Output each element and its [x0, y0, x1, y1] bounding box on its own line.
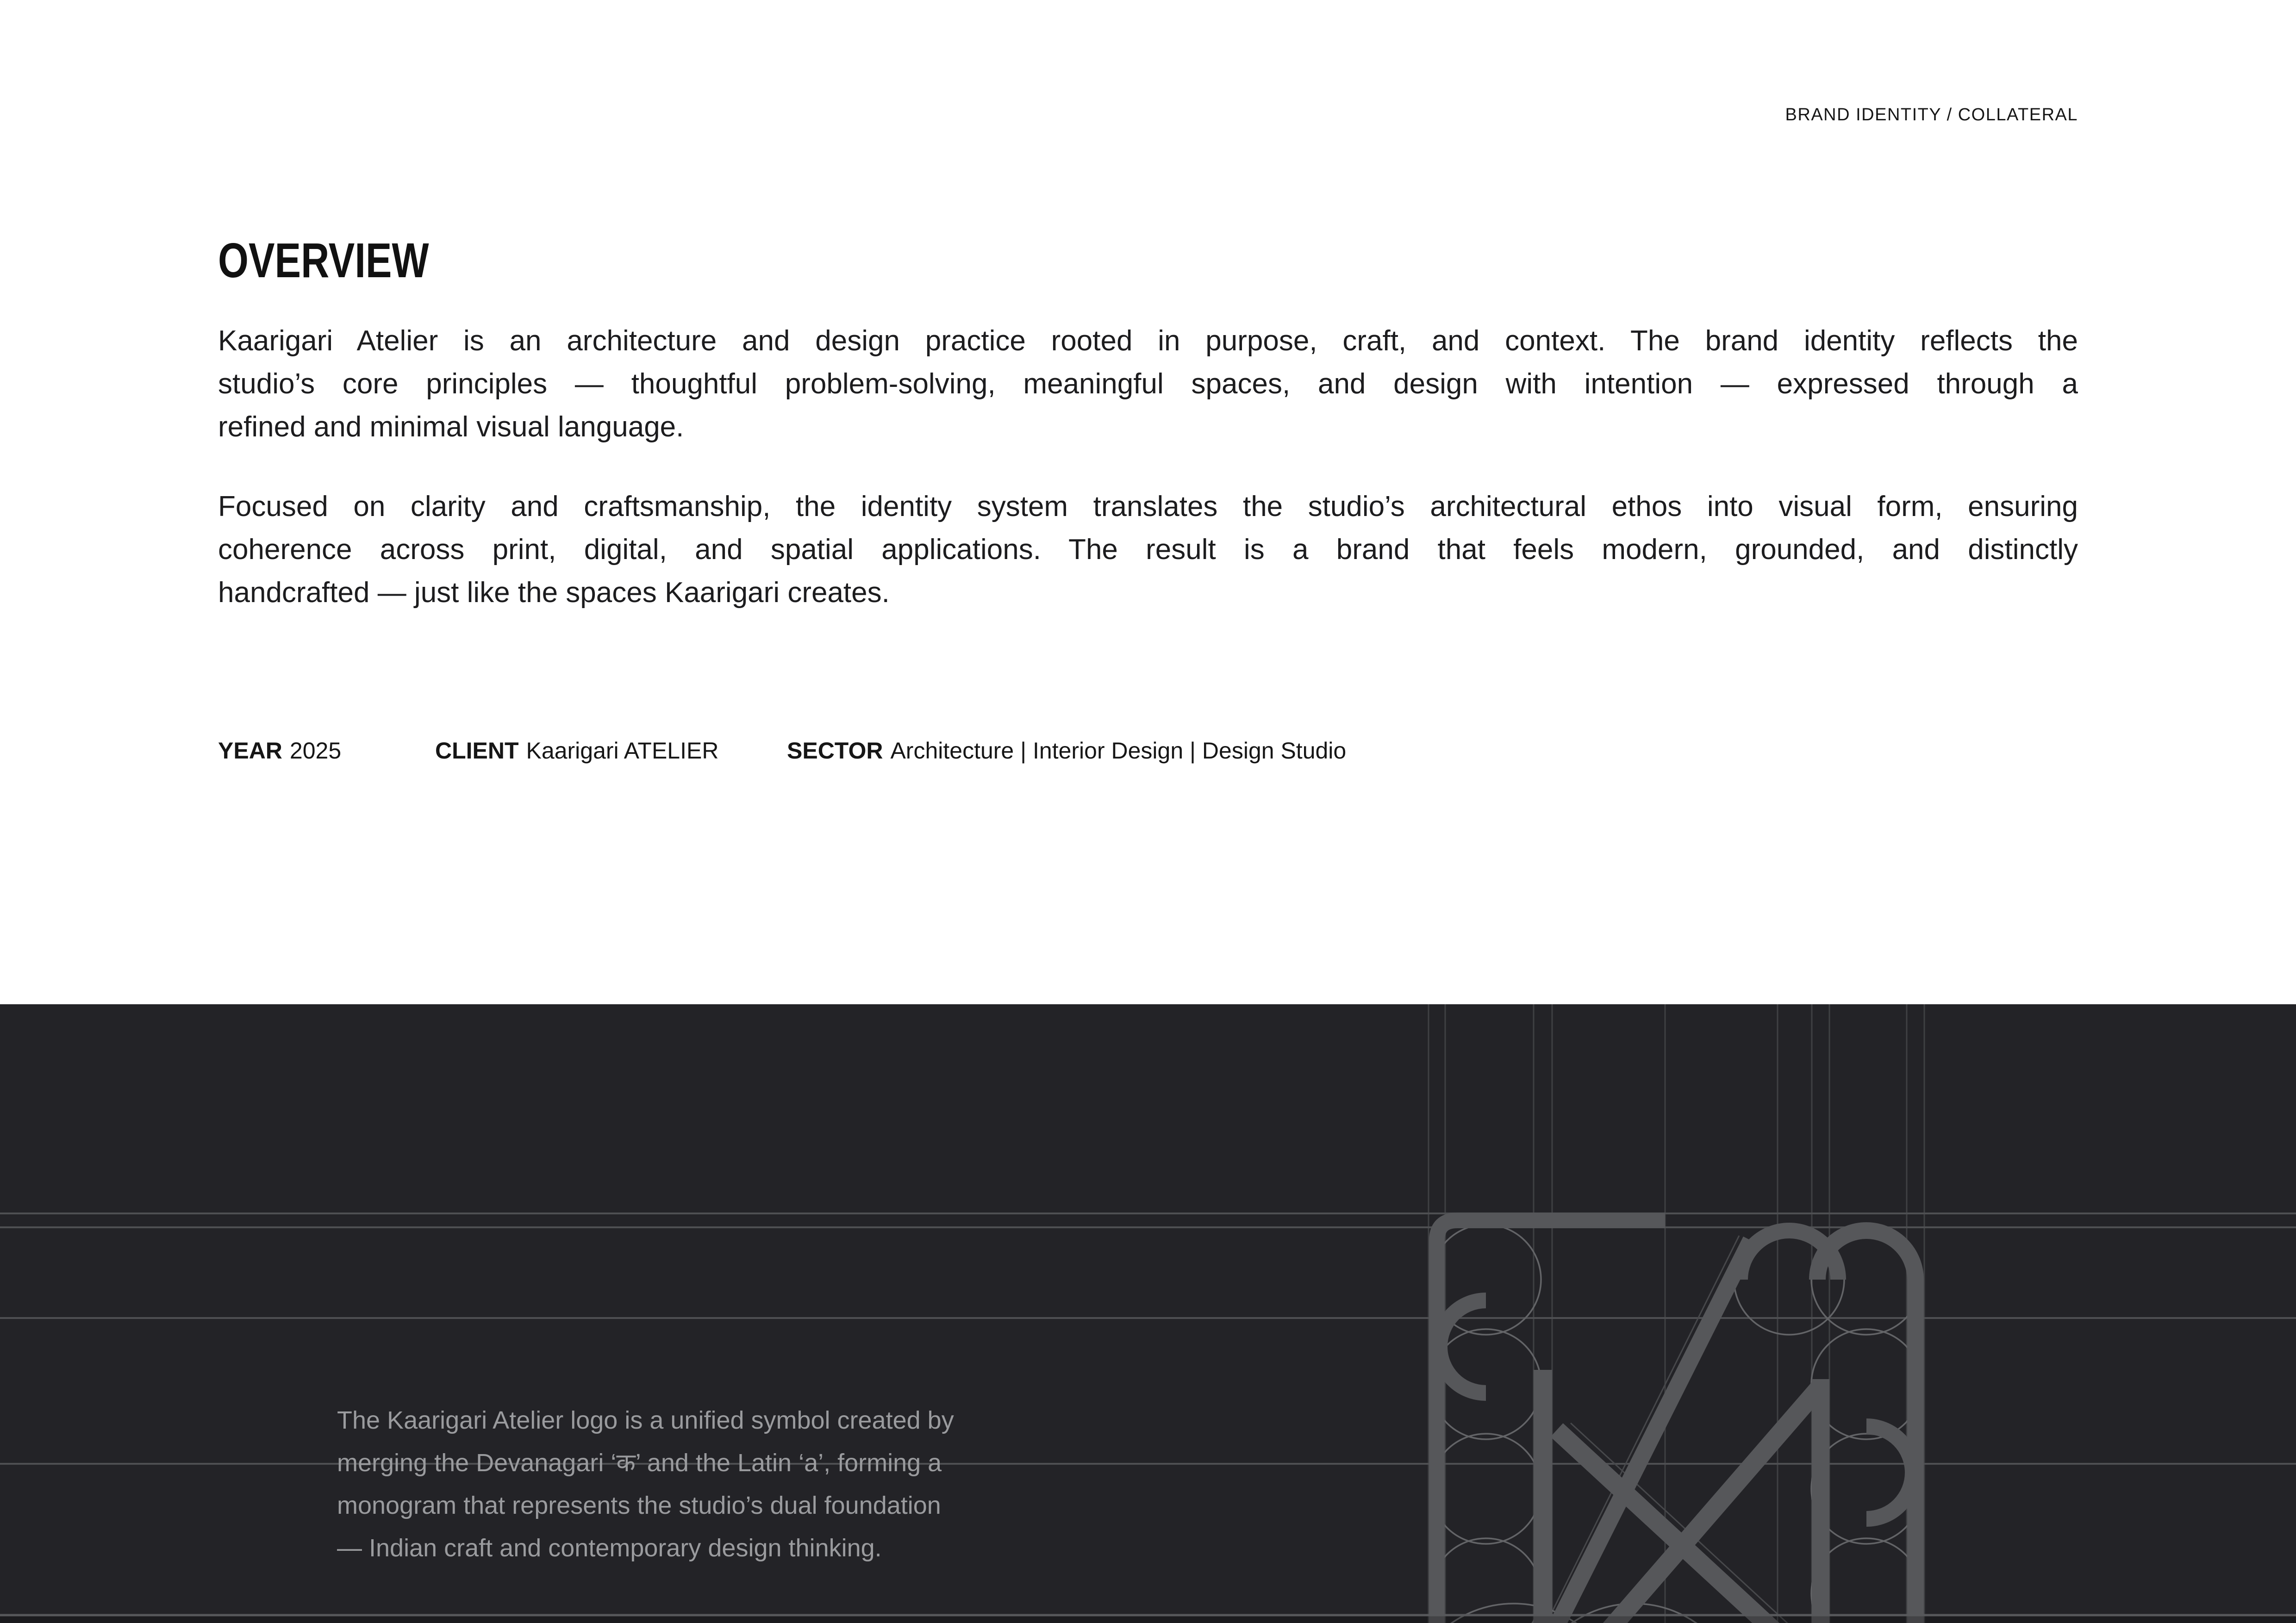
- caption-line: — Indian craft and contemporary design thinking.: [337, 1534, 882, 1562]
- caption-line: monogram that represents the studio’s dual foundation: [337, 1492, 941, 1519]
- caption-line: The Kaarigari Atelier logo is a unified symbol created by: [337, 1406, 954, 1434]
- meta-year-label: YEAR: [218, 738, 282, 764]
- paragraph-line: Kaarigari Atelier is an architecture and design practice rooted in purpose, craft, and context. The brand identity reflects the: [218, 325, 2078, 357]
- paragraph-line: handcrafted — just like the spaces Kaarigari creates.: [218, 577, 890, 609]
- meta-year: [218, 737, 341, 765]
- meta-row: [218, 737, 2078, 769]
- panel-caption: [337, 1399, 954, 1569]
- paragraph-line: coherence across print, digital, and spatial applications. The result is a brand that feels modern, grounded, and distinctly: [218, 534, 2078, 566]
- bottom-edge-strip: [0, 1615, 2296, 1623]
- meta-sector-value: Architecture | Interior Design | Design Studio: [890, 738, 1347, 764]
- meta-year-value: 2025: [289, 738, 342, 764]
- category-tag: BRAND IDENTITY / COLLATERAL: [1785, 105, 2078, 124]
- page-title: OVERVIEW: [218, 233, 429, 288]
- meta-sector-label: SECTOR: [787, 738, 883, 764]
- paragraph-line: studio’s core principles — thoughtful problem-solving, meaningful spaces, and design with intention — expressed through a: [218, 368, 2078, 400]
- paragraph-line: Focused on clarity and craftsmanship, the identity system translates the studio’s architectural ethos into visual form, ensuring: [218, 491, 2078, 522]
- caption-line: merging the Devanagari ‘क’ and the Latin ‘a’, forming a: [337, 1449, 942, 1477]
- meta-client-value: Kaarigari ATELIER: [526, 738, 719, 764]
- overview-paragraph-2: [218, 485, 2078, 614]
- logo-panel: [0, 1004, 2296, 1623]
- meta-sector: [787, 737, 1346, 765]
- meta-client-label: CLIENT: [435, 738, 519, 764]
- overview-paragraph-1: [218, 319, 2078, 448]
- meta-client: [435, 737, 718, 765]
- paragraph-line: refined and minimal visual language.: [218, 411, 684, 443]
